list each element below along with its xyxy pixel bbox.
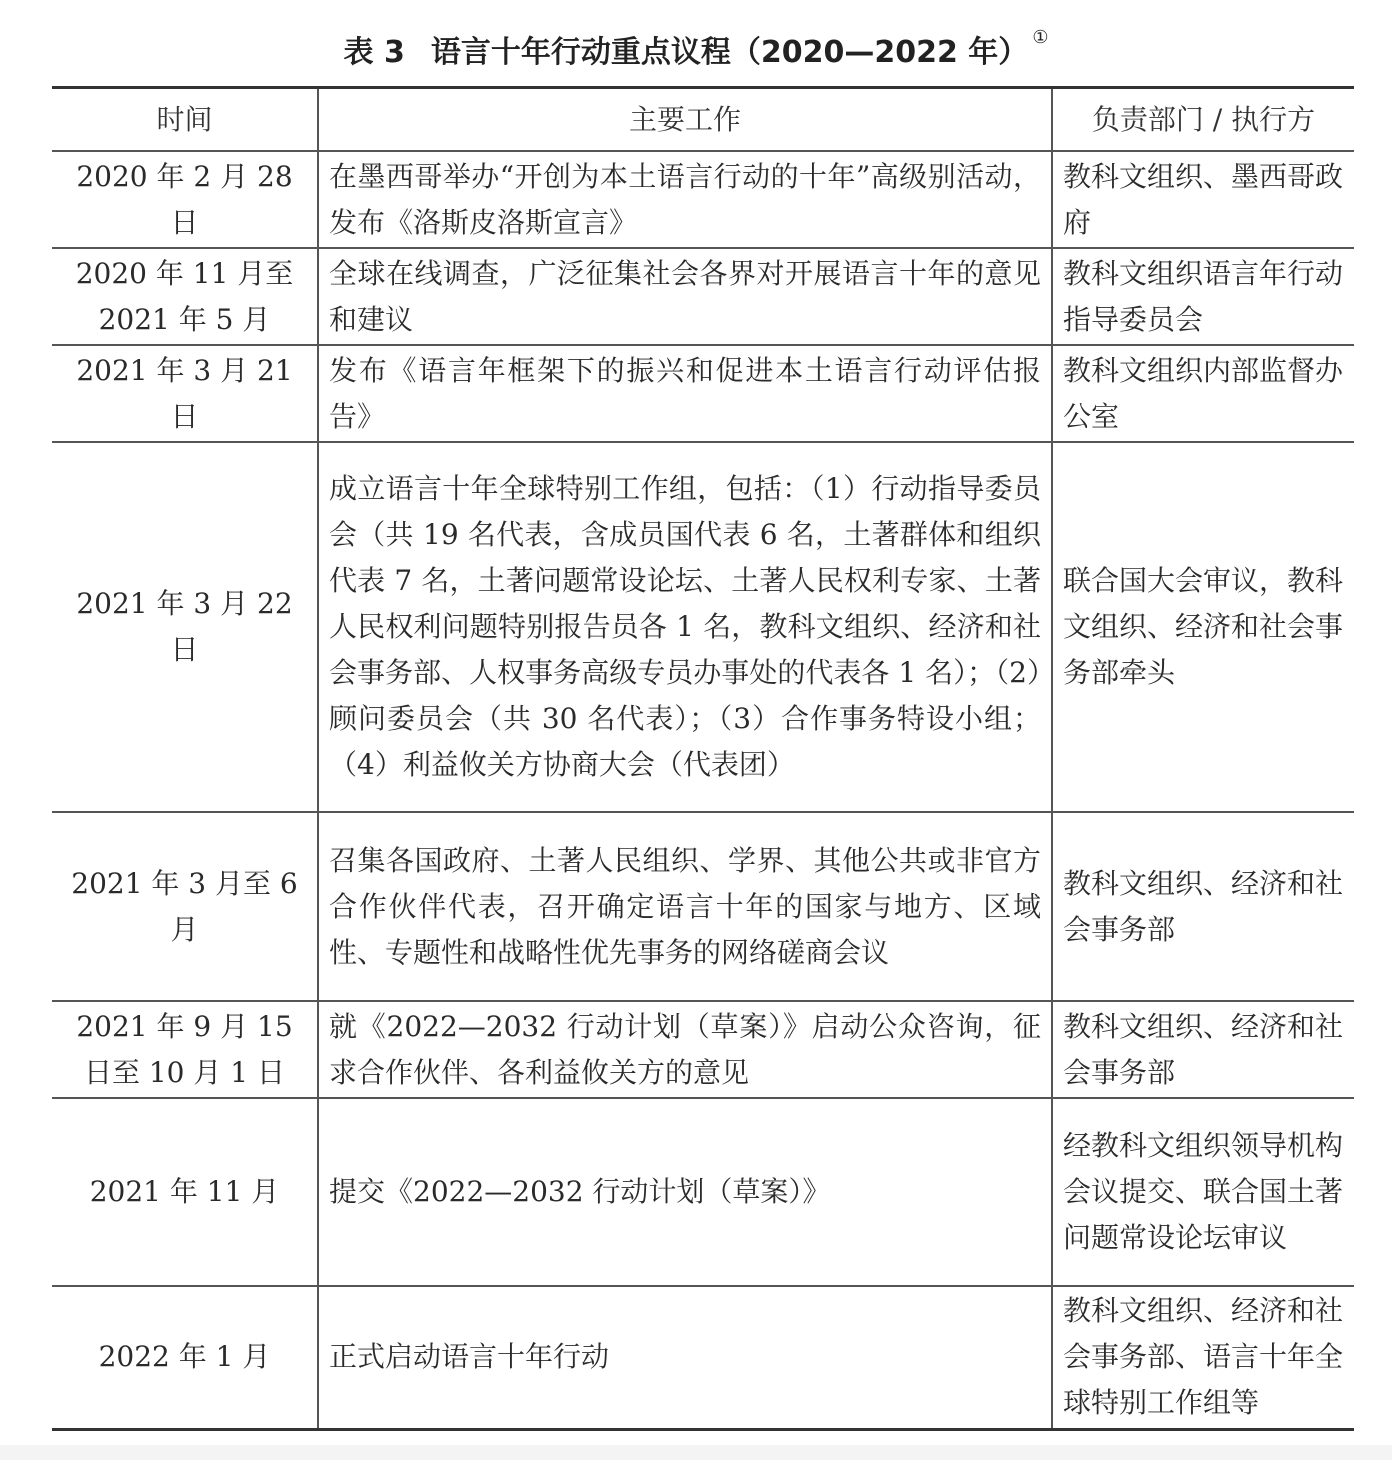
work-cell: 发布《语言年框架下的振兴和促进本土语言行动评估报告》 bbox=[318, 345, 1052, 442]
time-cell: 2021 年 3 月 21 日 bbox=[52, 345, 318, 442]
table-row bbox=[52, 345, 1354, 442]
dept-cell: 教科文组织、经济和社会事务部 bbox=[1052, 1001, 1354, 1098]
table-row bbox=[52, 1098, 1354, 1286]
time-cell: 2021 年 9 月 15 日至 10 月 1 日 bbox=[52, 1001, 318, 1098]
table-row bbox=[52, 812, 1354, 1001]
agenda-table bbox=[52, 86, 1354, 1431]
time-cell: 2022 年 1 月 bbox=[52, 1286, 318, 1429]
dept-cell: 教科文组织语言年行动指导委员会 bbox=[1052, 248, 1354, 345]
dept-cell: 教科文组织、经济和社会事务部 bbox=[1052, 812, 1354, 1001]
work-cell: 全球在线调查，广泛征集社会各界对开展语言十年的意见和建议 bbox=[318, 248, 1052, 345]
work-cell: 就《2022—2032 行动计划（草案）》启动公众咨询，征求合作伙伴、各利益攸关方的意见 bbox=[318, 1001, 1052, 1098]
time-cell: 2020 年 11 月至 2021 年 5 月 bbox=[52, 248, 318, 345]
header-row bbox=[52, 88, 1354, 152]
table-row bbox=[52, 151, 1354, 248]
table-row bbox=[52, 1001, 1354, 1098]
time-cell: 2021 年 11 月 bbox=[52, 1098, 318, 1286]
header-time: 时间 bbox=[52, 88, 318, 152]
dept-cell: 经教科文组织领导机构会议提交、联合国土著问题常设论坛审议 bbox=[1052, 1098, 1354, 1286]
table-row bbox=[52, 248, 1354, 345]
header-dept: 负责部门 / 执行方 bbox=[1052, 88, 1354, 152]
table-label: 表 3 bbox=[343, 35, 405, 70]
table-caption bbox=[0, 22, 1392, 77]
time-cell: 2020 年 2 月 28 日 bbox=[52, 151, 318, 248]
dept-cell: 联合国大会审议，教科文组织、经济和社会事务部牵头 bbox=[1052, 442, 1354, 812]
dept-cell: 教科文组织、经济和社会事务部、语言十年全球特别工作组等 bbox=[1052, 1286, 1354, 1429]
work-cell: 提交《2022—2032 行动计划（草案）》 bbox=[318, 1098, 1052, 1286]
table-title: 语言十年行动重点议程（2020—2022 年） bbox=[430, 35, 1029, 70]
dept-cell: 教科文组织、墨西哥政府 bbox=[1052, 151, 1354, 248]
table-row bbox=[52, 442, 1354, 812]
header-work: 主要工作 bbox=[318, 88, 1052, 152]
time-cell: 2021 年 3 月 22 日 bbox=[52, 442, 318, 812]
work-cell: 在墨西哥举办“开创为本土语言行动的十年”高级别活动，发布《洛斯皮洛斯宣言》 bbox=[318, 151, 1052, 248]
work-cell: 正式启动语言十年行动 bbox=[318, 1286, 1052, 1429]
work-cell: 成立语言十年全球特别工作组，包括：（1）行动指导委员会（共 19 名代表，含成员国代表 6 名，土著群体和组织代表 7 名，土著问题常设论坛、土著人民权利专家、土著人民权利问题特别报告员各 1 名，教科文组织、经济和社会事务部、人权事务高级专员办事处的代表各 1 名）；（2）顾问委员会（共 30 名代表）；（3）合作事务特设小组；（4）利益攸关方协商大会（代表团） bbox=[318, 442, 1052, 812]
dept-cell: 教科文组织内部监督办公室 bbox=[1052, 345, 1354, 442]
table-row bbox=[52, 1286, 1354, 1429]
work-cell: 召集各国政府、土著人民组织、学界、其他公共或非官方合作伙伴代表，召开确定语言十年的国家与地方、区域性、专题性和战略性优先事务的网络磋商会议 bbox=[318, 812, 1052, 1001]
footnote-marker: ① bbox=[1032, 27, 1049, 48]
time-cell: 2021 年 3 月至 6 月 bbox=[52, 812, 318, 1001]
